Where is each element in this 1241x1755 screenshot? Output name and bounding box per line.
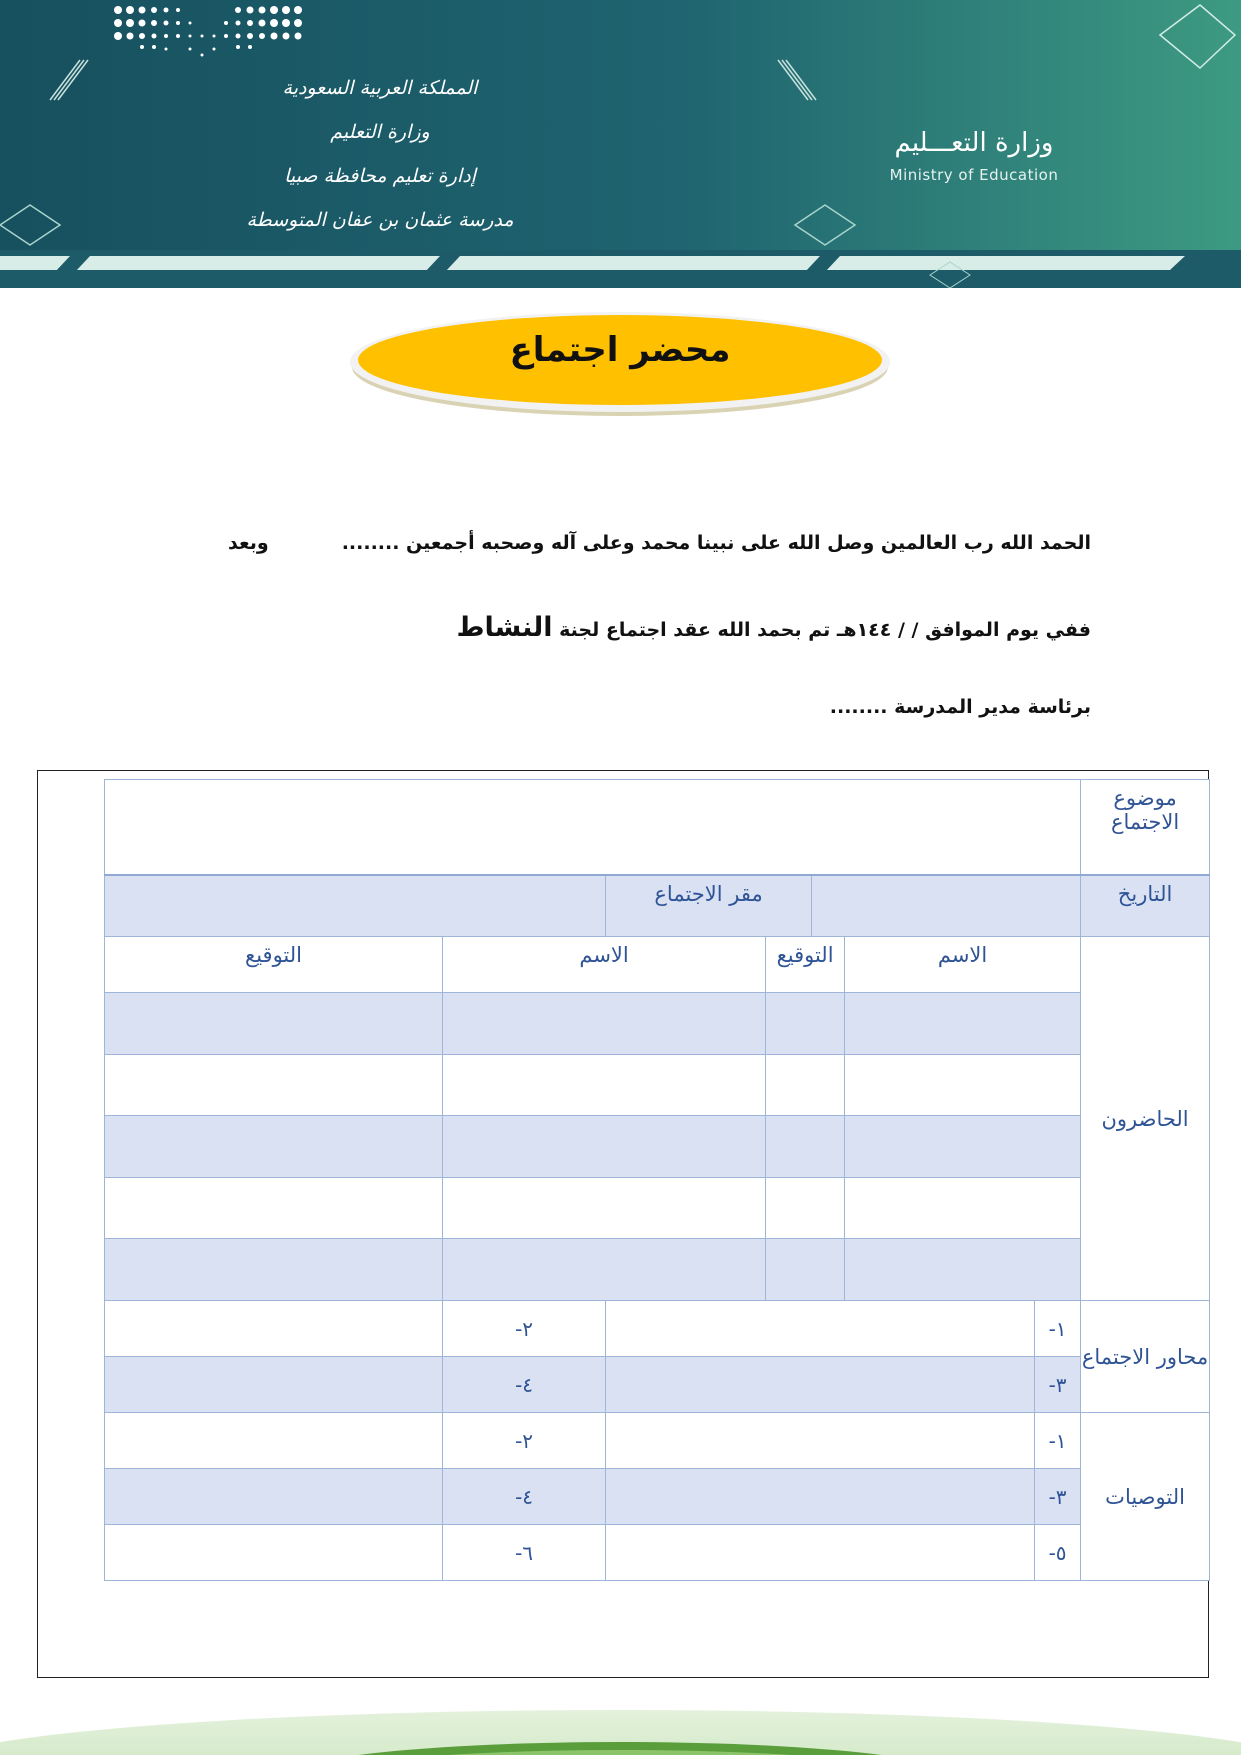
attendee-signature-field[interactable] <box>766 1116 845 1178</box>
department-name: إدارة تعليم محافظة صبيا <box>284 165 476 187</box>
venue-label: مقر الاجتماع <box>606 875 812 937</box>
subject-label: موضوع الاجتماع <box>1081 780 1210 875</box>
attendee-signature-field[interactable] <box>766 1178 845 1239</box>
agenda-number: ٢- <box>443 1301 606 1357</box>
attendee-row <box>105 1178 1210 1239</box>
agenda-row <box>105 1301 1210 1357</box>
agenda-label: محاور الاجتماع <box>1081 1301 1210 1413</box>
recommendation-field[interactable] <box>606 1469 1035 1525</box>
attendee-signature-field[interactable] <box>105 1178 443 1239</box>
recommendation-field[interactable] <box>606 1413 1035 1469</box>
intro-line-meeting-date <box>456 612 1091 643</box>
agenda-number: ١- <box>1035 1301 1081 1357</box>
ministry-logo-arabic: وزارة التعـــليم <box>894 128 1054 158</box>
attendee-row <box>105 993 1210 1055</box>
attendee-signature-field[interactable] <box>766 993 845 1055</box>
page-title: محضر اجتماع <box>509 330 731 370</box>
recommendation-field[interactable] <box>105 1413 443 1469</box>
agenda-item-field[interactable] <box>105 1301 443 1357</box>
recommendation-row <box>105 1469 1210 1525</box>
attendee-signature-field[interactable] <box>105 1116 443 1178</box>
attendee-row <box>105 1239 1210 1301</box>
recommendation-number: ٢- <box>443 1413 606 1469</box>
attendee-signature-field[interactable] <box>105 993 443 1055</box>
attendee-row <box>105 1116 1210 1178</box>
attendee-name-field[interactable] <box>845 1055 1081 1116</box>
attendee-name-field[interactable] <box>443 1239 766 1301</box>
recommendation-field[interactable] <box>105 1469 443 1525</box>
attendees-label: الحاضرون <box>1081 937 1210 1301</box>
ministry-logo-icon <box>0 0 330 140</box>
recommendation-number: ٥- <box>1035 1525 1081 1581</box>
recommendation-number: ١- <box>1035 1413 1081 1469</box>
venue-field[interactable] <box>105 875 606 937</box>
recommendation-number: ٤- <box>443 1469 606 1525</box>
recommendation-row <box>105 1525 1210 1581</box>
agenda-row <box>105 1357 1210 1413</box>
attendee-name-field[interactable] <box>443 1055 766 1116</box>
country-name: المملكة العربية السعودية <box>282 77 478 99</box>
attendee-name-field[interactable] <box>443 1178 766 1239</box>
attendee-row <box>105 1055 1210 1116</box>
attendee-name-field[interactable] <box>845 1116 1081 1178</box>
attendee-name-field[interactable] <box>845 1239 1081 1301</box>
recommendation-number: ٣- <box>1035 1469 1081 1525</box>
name-header-2: الاسم <box>443 937 766 993</box>
attendee-name-field[interactable] <box>845 993 1081 1055</box>
agenda-item-field[interactable] <box>105 1357 443 1413</box>
date-field[interactable] <box>812 875 1081 937</box>
intro-line-praise: الحمد الله رب العالمين وصل الله على نبينا محمد وعلى آله وصحبه أجمعين ........ <box>341 532 1091 554</box>
minutes-table <box>104 779 1210 1581</box>
name-header-1: الاسم <box>845 937 1081 993</box>
intro-line-praise-end: وبعد <box>228 532 269 554</box>
attendee-signature-field[interactable] <box>105 1055 443 1116</box>
subject-field[interactable] <box>105 780 1081 875</box>
footer-decoration <box>0 1700 1241 1755</box>
signature-header-1: التوقيع <box>766 937 845 993</box>
attendee-signature-field[interactable] <box>766 1239 845 1301</box>
attendee-name-field[interactable] <box>443 1116 766 1178</box>
signature-header-2: التوقيع <box>105 937 443 993</box>
meeting-date-text: ففي يوم الموافق / / ١٤٤هـ تم بحمد الله عقد اجتماع لجنة <box>559 619 1091 641</box>
recommendation-field[interactable] <box>606 1525 1035 1581</box>
ministry-name: وزارة التعليم <box>330 121 430 143</box>
header-banner <box>0 0 1241 288</box>
agenda-number: ٤- <box>443 1357 606 1413</box>
agenda-number: ٣- <box>1035 1357 1081 1413</box>
attendee-signature-field[interactable] <box>766 1055 845 1116</box>
attendee-name-field[interactable] <box>845 1178 1081 1239</box>
attendee-name-field[interactable] <box>443 993 766 1055</box>
intro-line-chairman: برئاسة مدير المدرسة ........ <box>829 696 1091 718</box>
ministry-logo-english: Ministry of Education <box>889 166 1059 184</box>
agenda-item-field[interactable] <box>606 1357 1035 1413</box>
recommendation-field[interactable] <box>105 1525 443 1581</box>
committee-name: النشاط <box>456 612 553 643</box>
agenda-item-field[interactable] <box>606 1301 1035 1357</box>
recommendation-row <box>105 1413 1210 1469</box>
recommendation-number: ٦- <box>443 1525 606 1581</box>
date-label: التاريخ <box>1081 875 1210 937</box>
school-name: مدرسة عثمان بن عفان المتوسطة <box>246 209 514 231</box>
attendee-signature-field[interactable] <box>105 1239 443 1301</box>
recommendations-label: التوصيات <box>1081 1413 1210 1581</box>
